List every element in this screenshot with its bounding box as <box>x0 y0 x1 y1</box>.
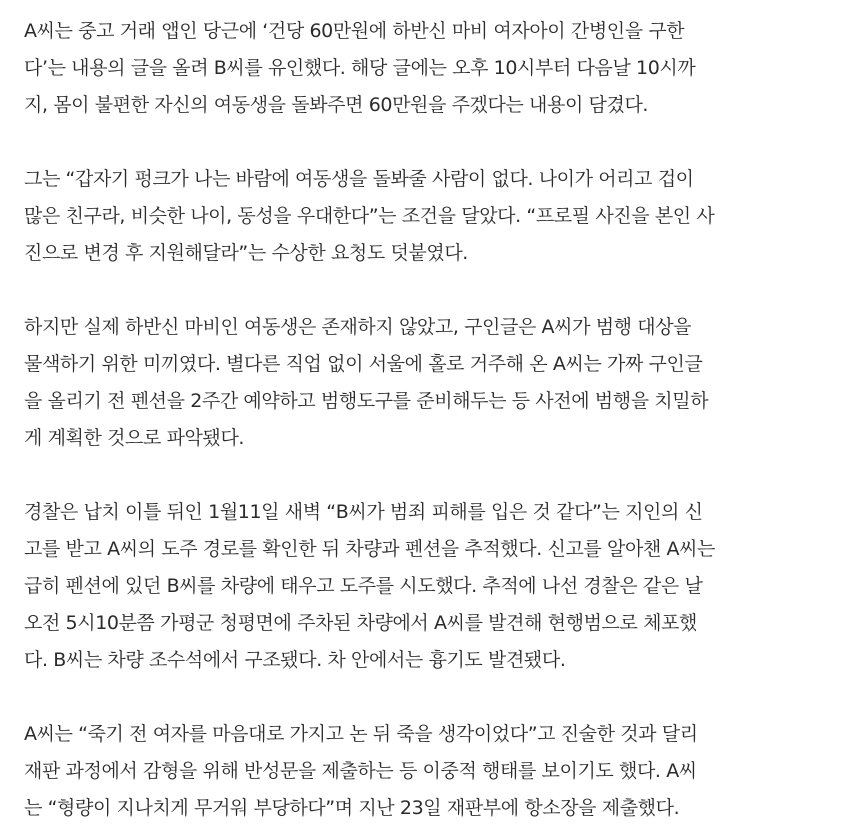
paragraph-3 <box>24 309 826 457</box>
text-line: 는 “형량이 지나치게 무거워 부당하다”며 지난 23일 재판부에 항소장을 제출했다. <box>24 797 680 819</box>
text-line: 게 계획한 것으로 파악됐다. <box>24 427 245 449</box>
text-line: 을 올리기 전 펜션을 2주간 예약하고 범행도구를 준비해두는 등 사전에 범행을 치밀하 <box>24 390 709 412</box>
text-line: 오전 5시10분쯤 가평군 청평면에 주차된 차량에서 A씨를 발견해 현행범으로 체포했 <box>24 612 697 634</box>
text-line: 경찰은 납치 이틀 뒤인 1월11일 새벽 “B씨가 범죄 피해를 입은 것 같다”는 지인의 신 <box>24 501 703 523</box>
paragraph-5 <box>24 716 826 827</box>
paragraph-4 <box>24 494 826 679</box>
paragraph-1 <box>24 13 826 124</box>
text-line: 진으로 변경 후 지원해달라”는 수상한 요청도 덧붙였다. <box>24 242 468 264</box>
text-line: 재판 과정에서 감형을 위해 반성문을 제출하는 등 이중적 행태를 보이기도 했다. A씨 <box>24 760 697 782</box>
text-line: A씨는 “죽기 전 여자를 마음대로 가지고 논 뒤 죽을 생각이었다”고 진술한 것과 달리 <box>24 723 698 745</box>
text-line: 지, 몸이 불편한 자신의 여동생을 돌봐주면 60만원을 주겠다는 내용이 담겼다. <box>24 94 649 116</box>
text-line: 다. B씨는 차량 조수석에서 구조됐다. 차 안에서는 흉기도 발견됐다. <box>24 649 566 671</box>
text-line: 물색하기 위한 미끼였다. 별다른 직업 없이 서울에 홀로 거주해 온 A씨는 가짜 구인글 <box>24 353 703 375</box>
text-line: A씨는 중고 거래 앱인 당근에 ‘건당 60만원에 하반신 마비 여자아이 간병인을 구한 <box>24 20 685 42</box>
text-line: 그는 “갑자기 펑크가 나는 바람에 여동생을 돌봐줄 사람이 없다. 나이가 어리고 겁이 <box>24 168 694 190</box>
text-line: 하지만 실제 하반신 마비인 여동생은 존재하지 않았고, 구인글은 A씨가 범행 대상을 <box>24 316 692 338</box>
text-line: 고를 받고 A씨의 도주 경로를 확인한 뒤 차량과 펜션을 추적했다. 신고를 알아챈 A씨는 <box>24 538 715 560</box>
text-line: 다’는 내용의 글을 올려 B씨를 유인했다. 해당 글에는 오후 10시부터 다음날 10시까 <box>24 57 696 79</box>
paragraph-2 <box>24 161 826 272</box>
text-line: 급히 펜션에 있던 B씨를 차량에 태우고 도주를 시도했다. 추적에 나선 경찰은 같은 날 <box>24 575 703 597</box>
text-line: 많은 친구라, 비슷한 나이, 동성을 우대한다”는 조건을 달았다. “프로필 사진을 본인 사 <box>24 205 715 227</box>
